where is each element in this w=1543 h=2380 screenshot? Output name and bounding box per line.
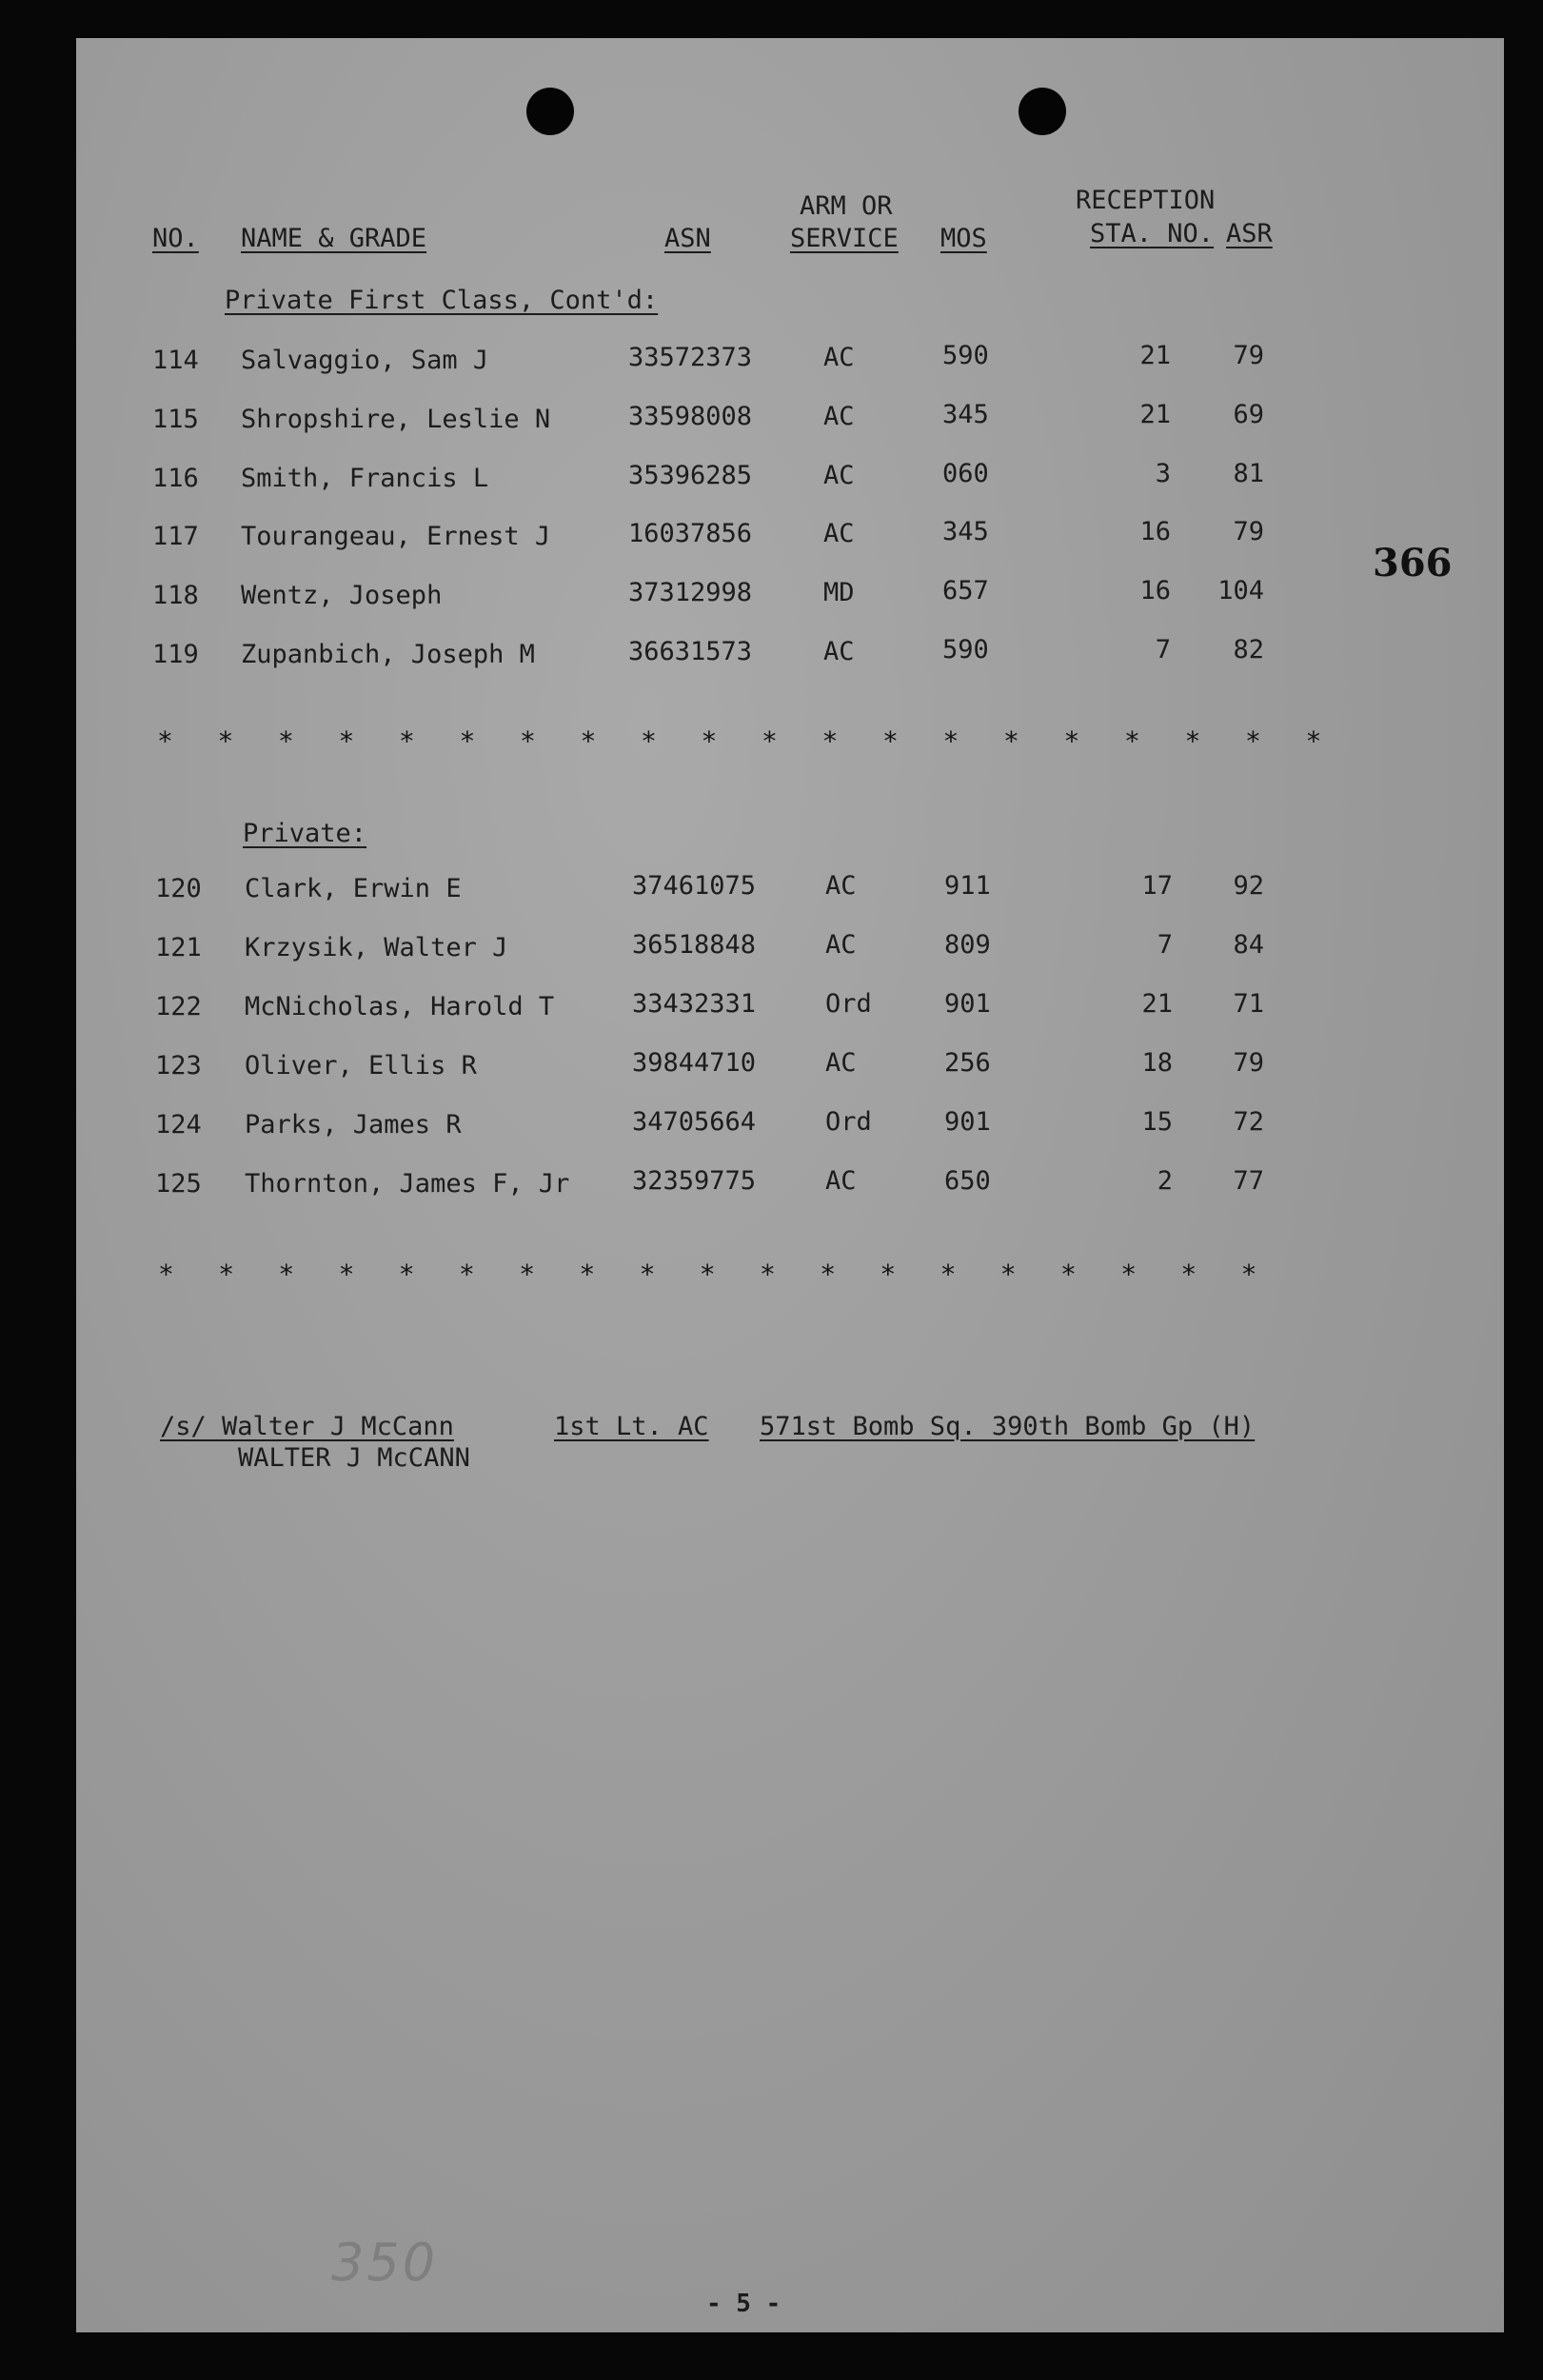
row-sta: 17: [1141, 871, 1173, 901]
asterisk: *: [579, 1259, 596, 1290]
row-name: Parks, James R: [245, 1110, 462, 1140]
header-name-grade: NAME & GRADE: [241, 224, 427, 253]
row-no: 125: [155, 1169, 202, 1199]
row-mos: 901: [944, 989, 991, 1019]
asterisk: *: [157, 725, 173, 757]
header-arm-service-bottom: SERVICE: [790, 224, 899, 253]
row-no: 115: [152, 405, 199, 434]
row-arm: AC: [825, 1048, 857, 1078]
row-asr: 104: [1217, 576, 1264, 605]
row-name: Tourangeau, Ernest J: [241, 522, 551, 551]
row-name: Zupanbich, Joseph M: [241, 640, 535, 669]
row-sta: 7: [1157, 930, 1173, 960]
signature-typed-name: WALTER J McCANN: [238, 1443, 470, 1473]
row-arm: AC: [823, 637, 855, 666]
header-no: NO.: [152, 224, 199, 253]
row-asn: 33598008: [628, 402, 753, 431]
row-asr: 79: [1233, 341, 1264, 370]
asterisk: *: [217, 725, 234, 757]
page-number: - 5 -: [706, 2290, 781, 2318]
header-arm-service-top: ARM OR: [800, 191, 893, 221]
row-asn: 33572373: [628, 343, 753, 372]
asterisk: *: [1003, 725, 1019, 757]
row-name: McNicholas, Harold T: [245, 992, 555, 1021]
row-no: 117: [152, 522, 199, 551]
asterisk: *: [760, 1259, 776, 1290]
row-name: Shropshire, Leslie N: [241, 405, 551, 434]
row-sta: 15: [1141, 1107, 1173, 1137]
asterisk: *: [762, 725, 778, 757]
row-asr: 92: [1233, 871, 1264, 901]
header-reception-top: RECEPTION: [1076, 186, 1216, 215]
signature-unit: 571st Bomb Sq. 390th Bomb Gp (H): [760, 1412, 1256, 1441]
row-sta: 16: [1139, 517, 1171, 546]
asterisk: *: [218, 1259, 235, 1290]
asterisk: *: [459, 1259, 475, 1290]
row-name: Salvaggio, Sam J: [241, 346, 489, 375]
signature-rank: 1st Lt. AC: [554, 1412, 709, 1441]
asterisk: *: [699, 1259, 716, 1290]
header-asr: ASR: [1226, 219, 1273, 248]
header-asn: ASN: [664, 224, 711, 253]
punch-hole: [1019, 88, 1066, 135]
row-mos: 901: [944, 1107, 991, 1137]
row-asr: 71: [1233, 989, 1264, 1019]
asterisk: *: [1180, 1259, 1197, 1290]
asterisk: *: [821, 725, 839, 757]
row-name: Clark, Erwin E: [245, 874, 462, 903]
row-arm: MD: [823, 578, 855, 607]
row-asr: 72: [1233, 1107, 1264, 1137]
asterisk: *: [942, 725, 959, 757]
asterisk: *: [1060, 1259, 1077, 1290]
row-asr: 77: [1233, 1166, 1264, 1196]
asterisk: *: [519, 1259, 536, 1290]
asterisk: *: [1120, 1259, 1137, 1290]
asterisk: *: [820, 1259, 837, 1290]
row-sta: 18: [1141, 1048, 1173, 1078]
row-sta: 21: [1141, 989, 1173, 1019]
asterisk: *: [882, 725, 899, 757]
asterisk: *: [398, 1259, 415, 1290]
asterisk: *: [580, 725, 597, 757]
row-no: 122: [155, 992, 202, 1021]
asterisk: *: [399, 725, 415, 757]
row-sta: 16: [1139, 576, 1171, 605]
row-mos: 345: [942, 517, 989, 546]
row-asn: 36631573: [628, 637, 753, 666]
asterisk: *: [338, 725, 355, 757]
asterisk: *: [158, 1259, 174, 1290]
row-arm: AC: [825, 930, 857, 960]
row-no: 124: [155, 1110, 202, 1140]
row-mos: 590: [942, 341, 989, 370]
row-asr: 79: [1233, 517, 1264, 546]
row-asn: 35396285: [628, 461, 753, 490]
row-arm: AC: [825, 871, 857, 901]
row-asn: 37461075: [632, 871, 757, 901]
row-name: Krzysik, Walter J: [245, 933, 508, 962]
row-mos: 657: [942, 576, 989, 605]
pencil-note: 350: [331, 2232, 439, 2292]
asterisk: *: [641, 725, 657, 757]
row-sta: 3: [1155, 459, 1171, 488]
header-mos: MOS: [940, 224, 987, 253]
row-no: 116: [152, 464, 199, 493]
row-asr: 79: [1233, 1048, 1264, 1078]
asterisk: *: [880, 1259, 897, 1290]
asterisk: *: [639, 1259, 656, 1290]
asterisk: *: [1240, 1259, 1257, 1290]
row-sta: 21: [1139, 400, 1171, 429]
row-asn: 36518848: [632, 930, 757, 960]
asterisk: *: [459, 725, 476, 757]
asterisk: *: [1184, 725, 1201, 757]
document-page: [76, 38, 1504, 2332]
row-mos: 256: [944, 1048, 991, 1078]
row-no: 121: [155, 933, 202, 962]
row-asn: 16037856: [628, 519, 753, 548]
asterisk: *: [701, 725, 718, 757]
asterisk: *: [520, 725, 536, 757]
row-arm: AC: [823, 519, 855, 548]
row-arm: Ord: [825, 989, 872, 1019]
row-asn: 33432331: [632, 989, 757, 1019]
row-asn: 32359775: [632, 1166, 757, 1196]
asterisk: *: [1305, 725, 1322, 757]
row-no: 118: [152, 581, 199, 610]
row-mos: 650: [944, 1166, 991, 1196]
row-asr: 81: [1233, 459, 1264, 488]
asterisk: *: [278, 725, 294, 757]
row-mos: 060: [942, 459, 989, 488]
asterisk: *: [1063, 725, 1080, 757]
signature-signed: /s/ Walter J McCann: [160, 1412, 454, 1441]
row-asn: 37312998: [628, 578, 753, 607]
row-name: Wentz, Joseph: [241, 581, 443, 610]
row-no: 123: [155, 1051, 202, 1081]
asterisk: *: [999, 1259, 1017, 1290]
row-asr: 82: [1233, 635, 1264, 664]
header-reception-bottom: STA. NO.: [1090, 219, 1215, 248]
row-mos: 345: [942, 400, 989, 429]
row-arm: Ord: [825, 1107, 872, 1137]
row-mos: 590: [942, 635, 989, 664]
row-sta: 21: [1139, 341, 1171, 370]
row-sta: 2: [1157, 1166, 1173, 1196]
row-asr: 84: [1233, 930, 1264, 960]
row-arm: AC: [823, 461, 855, 490]
asterisk-separator: [76, 1259, 1504, 1290]
asterisk-separator: [76, 725, 1504, 757]
stamped-number: 366: [1373, 541, 1453, 585]
row-name: Oliver, Ellis R: [245, 1051, 477, 1081]
row-name: Thornton, James F, Jr: [245, 1169, 570, 1199]
row-no: 120: [155, 874, 202, 903]
row-arm: AC: [825, 1166, 857, 1196]
row-mos: 809: [944, 930, 991, 960]
row-no: 114: [152, 346, 199, 375]
asterisk: *: [1245, 725, 1261, 757]
row-asn: 34705664: [632, 1107, 757, 1137]
section-title: Private First Class, Cont'd:: [225, 286, 659, 315]
row-arm: AC: [823, 343, 855, 372]
asterisk: *: [338, 1259, 355, 1290]
section-title: Private:: [243, 819, 367, 848]
punch-hole: [526, 88, 574, 135]
row-arm: AC: [823, 402, 855, 431]
row-asn: 39844710: [632, 1048, 757, 1078]
asterisk: *: [940, 1259, 957, 1290]
row-name: Smith, Francis L: [241, 464, 489, 493]
asterisk: *: [1124, 725, 1140, 757]
row-no: 119: [152, 640, 199, 669]
asterisk: *: [278, 1259, 295, 1290]
row-sta: 7: [1155, 635, 1171, 664]
row-asr: 69: [1233, 400, 1264, 429]
row-mos: 911: [944, 871, 991, 901]
